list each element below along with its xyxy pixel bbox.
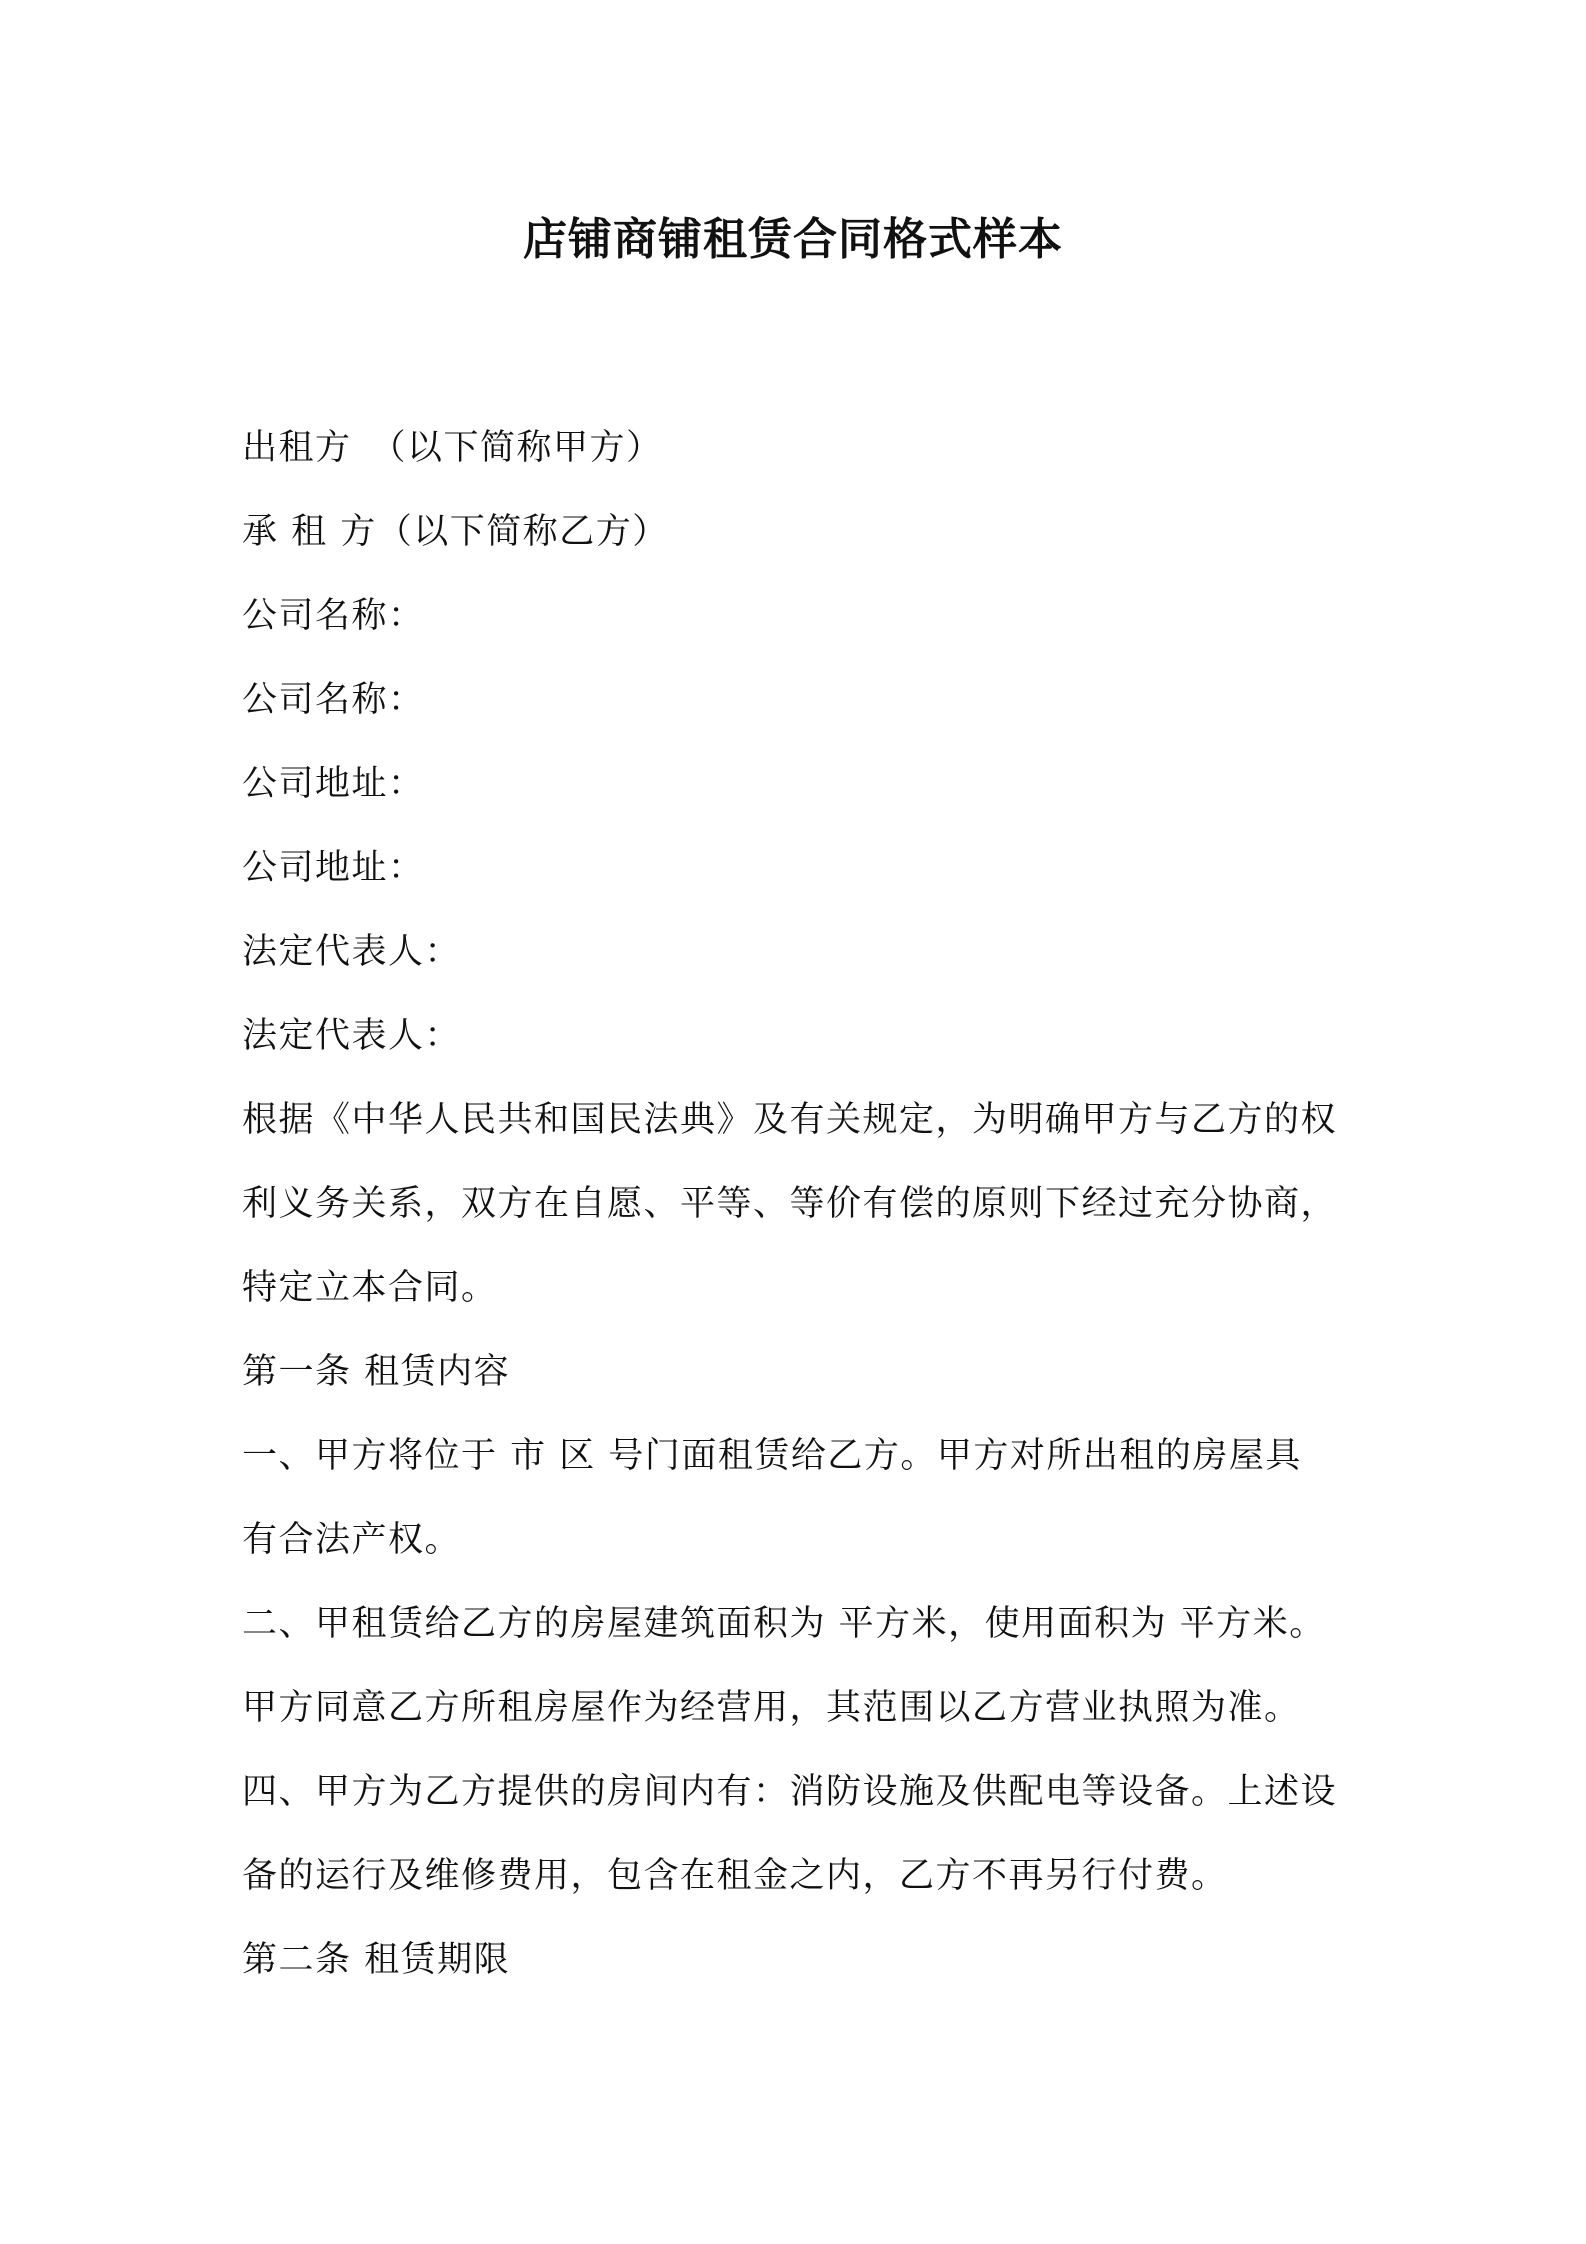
paragraph-line: 根据《中华人民共和国民法典》及有关规定，为明确甲方与乙方的权 [242, 1100, 1338, 1140]
paragraph-line: 有合法产权。 [242, 1520, 462, 1560]
article-heading: 第二条 租赁期限 [242, 1940, 511, 1980]
document-title: 店铺商铺租赁合同格式样本 [523, 214, 1063, 265]
paragraph-line: 利义务关系，双方在自愿、平等、等价有偿的原则下经过充分协商， [242, 1184, 1338, 1224]
company-name-line: 公司名称： [242, 596, 425, 636]
lessor-line: 出租方 （以下简称甲方） [242, 428, 663, 468]
paragraph-line: 备的运行及维修费用，包含在租金之内，乙方不再另行付费。 [242, 1856, 1228, 1896]
paragraph-line: 甲方同意乙方所租房屋作为经营用，其范围以乙方营业执照为准。 [242, 1688, 1301, 1728]
legal-representative-line: 法定代表人： [242, 1016, 462, 1056]
lessee-line: 承 租 方（以下简称乙方） [242, 512, 669, 552]
company-address-line: 公司地址： [242, 848, 425, 888]
legal-representative-line: 法定代表人： [242, 932, 462, 972]
company-address-line: 公司地址： [242, 764, 425, 804]
article-heading: 第一条 租赁内容 [242, 1352, 511, 1392]
paragraph-line: 特定立本合同。 [242, 1268, 498, 1308]
document-body [242, 406, 1352, 2002]
company-name-line: 公司名称： [242, 680, 425, 720]
paragraph-line: 一、甲方将位于 市 区 号门面租赁给乙方。甲方对所出租的房屋具 [242, 1436, 1302, 1476]
paragraph-line: 四、甲方为乙方提供的房间内有：消防设施及供配电等设备。上述设 [242, 1772, 1338, 1812]
paragraph-line: 二、甲租赁给乙方的房屋建筑面积为 平方米，使用面积为 平方米。 [242, 1604, 1326, 1644]
